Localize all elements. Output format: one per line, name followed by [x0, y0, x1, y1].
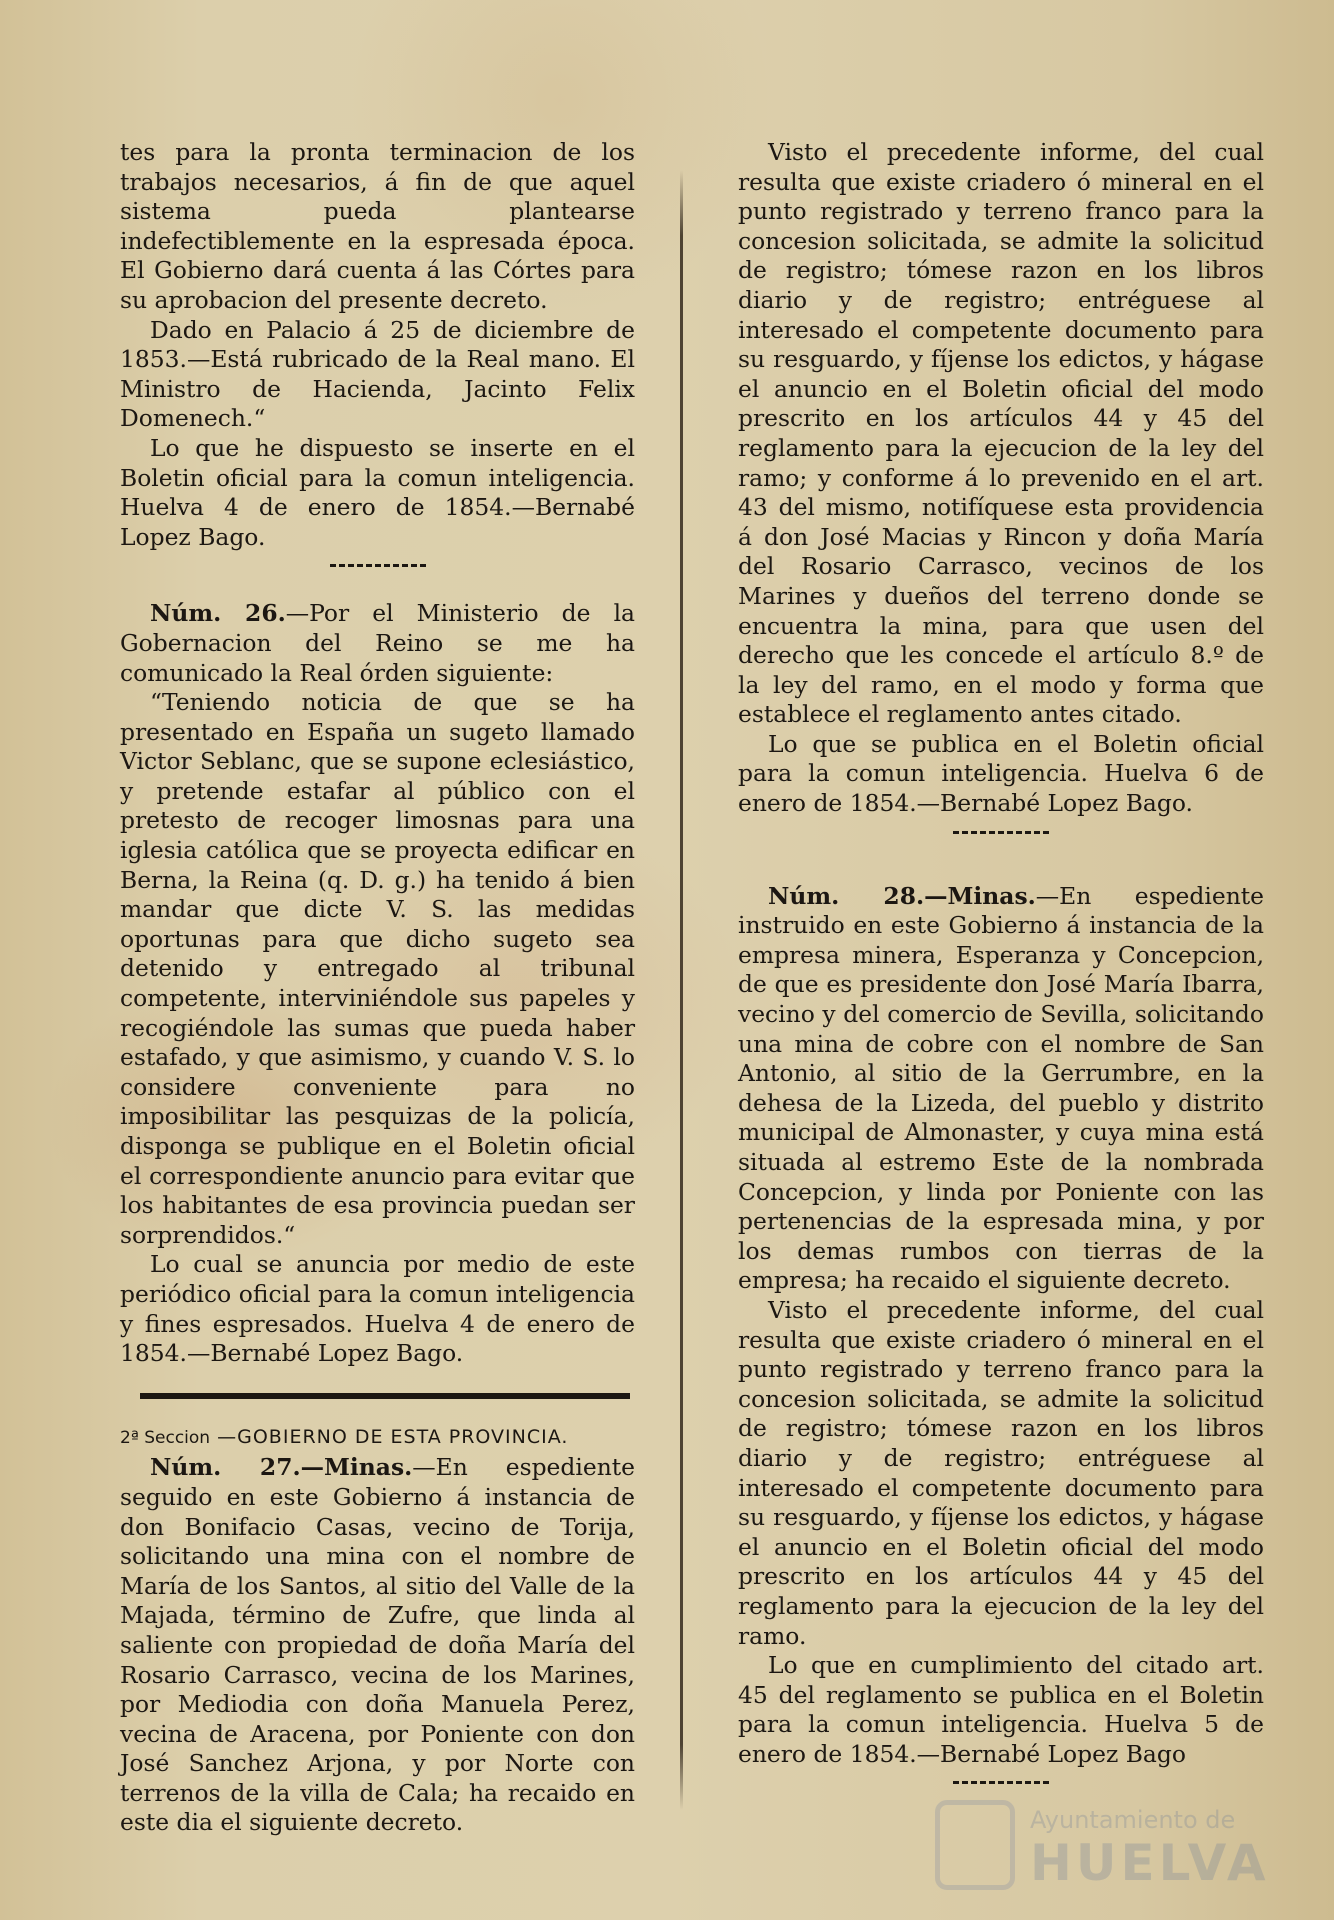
- left-column: [120, 138, 635, 1838]
- left-paragraph-5: “Teniendo noticia de que se ha presentado en España un sugeto llamado Victor Seblanc, que se supone eclesiástico, y pretende estafar al público con el pretesto de recoger limosnas para una iglesia católica que se proyecta edificar en Berna, la Reina (q. D. g.) ha tenido á bien mandar que dicte V. S. las medidas oportunas para que dicho sugeto sea detenido y entregado al tribunal competente, interviniéndole sus papeles y recogiéndole las sumas que pueda haber estafado, y que asimismo, y cuando V. S. lo considere conveniente para no imposibilitar las pesquizas de la policía, disponga se publique en el Boletin oficial el correspondiente anuncio para evitar que los habitantes de esa provincia puedan ser sorprendidos.“: [120, 688, 635, 1249]
- watermark-line-2: HUELVA: [1030, 1834, 1270, 1892]
- end-divider: [953, 1781, 1049, 1784]
- num26-label: Núm. 26.: [150, 599, 286, 628]
- right-paragraph-4: Visto el precedente informe, del cual resulta que existe criadero ó mineral en el punto registrado y terreno franco para la concesion solicitada, se admite la solicitud de registro; tómese razon en los libros diario y de registro; entréguese al interesado el competente documento para su resguardo, y fíjense los edictos, y hágase el anuncio en el Boletin oficial del modo prescrito en los artículos 44 y 45 del reglamento para la ejecucion de la ley del ramo.: [738, 1295, 1264, 1650]
- right-paragraph-2: Lo que se publica en el Boletin oficial para la comun inteligencia. Huelva 6 de enero de 1854.—Bernabé Lopez Bago.: [738, 729, 1264, 818]
- left-paragraph-2: Dado en Palacio á 25 de diciembre de 1853.—Está rubricado de la Real mano. El Ministro de Hacienda, Jacinto Felix Domenech.“: [120, 315, 635, 433]
- column-divider: [680, 170, 683, 1810]
- seal-icon: [935, 1800, 1015, 1890]
- left-paragraph-6: Lo cual se anuncia por medio de este periódico oficial para la comun inteligencia y fines espresados. Huelva 4 de enero de 1854.—Bernabé Lopez Bago.: [120, 1250, 635, 1368]
- num28-label: Núm. 28.—Minas.: [768, 881, 1036, 910]
- num27-paragraph: [120, 1453, 635, 1838]
- left-paragraph-1: tes para la pronta terminacion de los trabajos necesarios, á fin de que aquel sistema pueda plantearse indefectiblemente en la espresada época. El Gobierno dará cuenta á las Córtes para su aprobacion del presente decreto.: [120, 138, 635, 314]
- num26-paragraph: [120, 599, 635, 688]
- section-heading: [120, 1423, 635, 1454]
- section-divider: [140, 1393, 630, 1399]
- section-label: 2ª Seccion: [120, 1427, 211, 1448]
- num28-text: —En espediente instruido en este Gobierno á instancia de la empresa minera, Esperanza y Concepcion, de que es presidente don José María Ibarra, vecino y del comercio de Sevilla, solicitando una mina de cobre con el nombre de San Antonio, al sitio de la Gerrumbre, en la dehesa de la Lizeda, del pueblo y distrito municipal de Almonaster, y cuya mina está situada al estremo Este de la nombrada Concepcion, y linda por Poniente con las pertenencias de la espresada mina, y por los demas rumbos con tierras de la empresa; ha recaido el siguiente decreto.: [738, 881, 1264, 1295]
- left-paragraph-3: Lo que he dispuesto se inserte en el Boletin oficial para la comun inteligencia. Huelva 4 de enero de 1854.—Bernabé Lopez Bago.: [120, 433, 635, 551]
- num27-text: —En espediente seguido en este Gobierno á instancia de don Bonifacio Casas, vecino de Torija, solicitando una mina con el nombre de María de los Santos, al sitio del Valle de la Majada, término de Zufre, que linda al saliente con propiedad de doña María del Rosario Carrasco, vecina de los Marines, por Mediodia con doña Manuela Perez, vecina de Aracena, por Poniente con don José Sanchez Arjona, y por Norte con terrenos de la villa de Cala; ha recaido en este dia el siguiente decreto.: [120, 1453, 635, 1837]
- section-title: —GOBIERNO DE ESTA PROVINCIA.: [217, 1425, 569, 1448]
- watermark-line-1: Ayuntamiento de: [1030, 1806, 1236, 1834]
- right-paragraph-1: Visto el precedente informe, del cual resulta que existe criadero ó mineral en el punto registrado y terreno franco para la concesion solicitada, se admite la solicitud de registro; tómese razon en los libros diario y de registro; entréguese al interesado el competente documento para su resguardo, y fíjense los edictos, y hágase el anuncio en el Boletin oficial del modo prescrito en los artículos 44 y 45 del reglamento para la ejecucion de la ley del ramo; y conforme á lo prevenido en el art. 43 del mismo, notifíquese esta providencia á don José Macias y Rincon y doña María del Rosario Carrasco, vecinos de los Marines y dueños del terreno donde se encuentra la mina, para que usen del derecho que les concede el artículo 8.º de la ley del ramo, en el modo y forma que establece el reglamento antes citado.: [738, 138, 1264, 729]
- right-paragraph-5: Lo que en cumplimiento del citado art. 45 del reglamento se publica en el Boletin para la comun inteligencia. Huelva 5 de enero de 1854.—Bernabé Lopez Bago: [738, 1651, 1264, 1768]
- num26-text: —Por el Ministerio de la Gobernacion del Reino se me ha comunicado la Real órden siguiente:: [120, 599, 635, 687]
- num27-label: Núm. 27.—Minas.: [150, 1453, 413, 1482]
- short-divider-right: [953, 831, 1049, 834]
- num28-paragraph: [738, 882, 1264, 1296]
- archive-watermark: [935, 1800, 1270, 1892]
- right-column: [738, 138, 1264, 1806]
- short-divider: [330, 564, 426, 567]
